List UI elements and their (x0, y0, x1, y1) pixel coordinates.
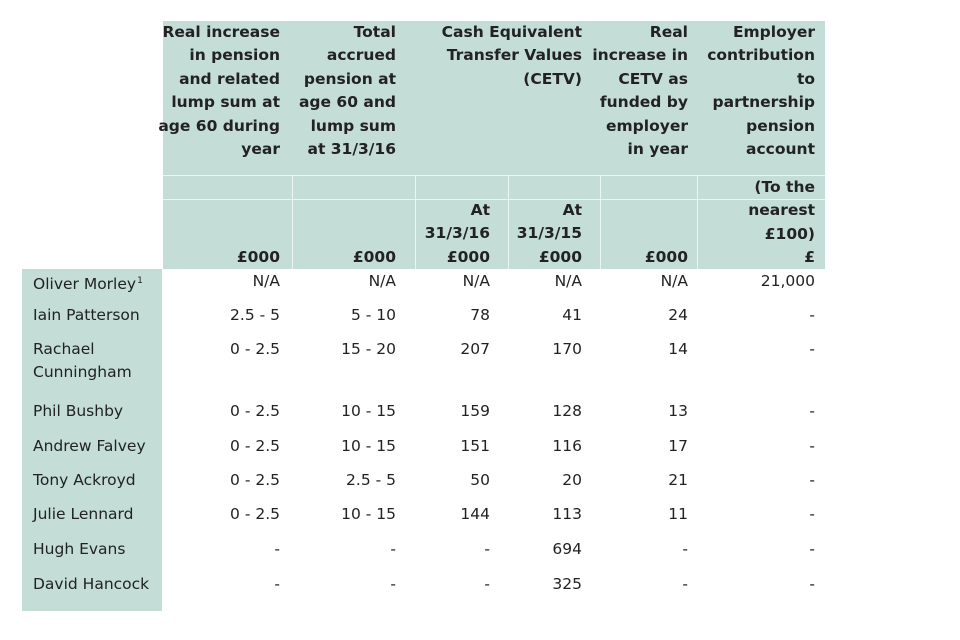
table-cell: N/A (368, 272, 396, 290)
table-cell: - (682, 575, 688, 593)
table-cell: 325 (552, 575, 582, 593)
table-cell: 170 (552, 340, 582, 358)
table-cell: 159 (460, 402, 490, 420)
table-cell: 116 (552, 437, 582, 455)
row-name: Oliver Morley$^1$ (33, 275, 143, 293)
table-cell: - (809, 575, 815, 593)
header-divider (163, 175, 825, 176)
table-cell: N/A (252, 272, 280, 290)
table-cell: - (390, 540, 396, 558)
table-cell: 21 (668, 471, 688, 489)
table-cell: 10 - 15 (341, 402, 396, 420)
table-cell: - (809, 306, 815, 324)
row-name: Phil Bushby (33, 402, 124, 420)
table-cell: 207 (460, 340, 490, 358)
unit-label: £000 (236, 248, 280, 266)
table-cell: 128 (552, 402, 582, 420)
table-cell: 0 - 2.5 (230, 471, 280, 489)
table-cell: 17 (668, 437, 688, 455)
table-cell: 0 - 2.5 (230, 437, 280, 455)
table-cell: 0 - 2.5 (230, 505, 280, 523)
table-cell: 20 (562, 471, 582, 489)
row-name: Andrew Falvey (33, 437, 146, 455)
row-name-line: Rachael (33, 340, 95, 358)
table-cell: - (274, 575, 280, 593)
table-cell: - (809, 340, 815, 358)
table-cell: 694 (552, 540, 582, 558)
table-cell: 144 (460, 505, 490, 523)
footnote-marker: 1 (137, 276, 143, 286)
header-separator (508, 175, 509, 269)
table-cell: - (274, 540, 280, 558)
header-cetv: Cash Equivalent Transfer Values (CETV) (441, 23, 582, 88)
table-cell: 5 - 10 (350, 306, 396, 324)
table-cell: - (390, 575, 396, 593)
table-cell: 151 (460, 437, 490, 455)
table-cell: 0 - 2.5 (230, 402, 280, 420)
header-separator (292, 175, 293, 269)
table-cell: 10 - 15 (341, 505, 396, 523)
unit-label: £000 (644, 248, 688, 266)
header-separator (415, 175, 416, 269)
table-cell: 24 (668, 306, 688, 324)
table-cell: 15 - 20 (341, 340, 396, 358)
unit-label: £000 (352, 248, 396, 266)
table-cell: - (809, 540, 815, 558)
table-cell: - (682, 540, 688, 558)
table-cell: 10 - 15 (341, 437, 396, 455)
table-cell: - (484, 575, 490, 593)
table-cell: N/A (462, 272, 490, 290)
row-name: David Hancock (33, 575, 150, 593)
employer-unit-label: (To the nearest £100) £ (748, 178, 815, 267)
row-name: Julie Lennard (33, 505, 134, 523)
table-cell: 41 (562, 306, 582, 324)
table-cell: - (809, 437, 815, 455)
header-divider (163, 199, 825, 200)
table-cell: 13 (668, 402, 688, 420)
header-real-increase-pension: Real increase in pension and related lump sum at age 60 during year (158, 23, 280, 159)
row-name-line: Cunningham (33, 363, 132, 382)
table-cell: N/A (554, 272, 582, 290)
table-cell: 2.5 - 5 (230, 306, 280, 324)
header-separator (600, 175, 601, 269)
table-cell: 0 - 2.5 (230, 340, 280, 358)
table-cell: 21,000 (760, 272, 815, 290)
table-cell: 50 (470, 471, 490, 489)
table-cell: - (809, 505, 815, 523)
header-separator (697, 175, 698, 269)
table-cell: 78 (470, 306, 490, 324)
row-name (33, 338, 132, 385)
row-name: Tony Ackroyd (33, 471, 136, 489)
table-cell: 113 (552, 505, 582, 523)
header-employer-contribution: Employer contribution to partnership pension account (707, 23, 815, 159)
table-cell: - (809, 402, 815, 420)
row-name: Hugh Evans (33, 540, 126, 558)
cetv-2016-label: At 31/3/16 £000 (424, 201, 490, 266)
cetv-2015-label: At 31/3/15 £000 (516, 201, 582, 266)
table-cell: N/A (660, 272, 688, 290)
table-cell: - (484, 540, 490, 558)
table-cell: 11 (668, 505, 688, 523)
row-name: Iain Patterson (33, 306, 140, 324)
header-total-accrued-pension: Total accrued pension at age 60 and lump sum at 31/3/16 (298, 23, 396, 159)
table-cell: 14 (668, 340, 688, 358)
header-real-increase-cetv: Real increase in CETV as funded by employer in year (592, 23, 688, 159)
table-cell: - (809, 471, 815, 489)
table-cell: 2.5 - 5 (346, 471, 396, 489)
